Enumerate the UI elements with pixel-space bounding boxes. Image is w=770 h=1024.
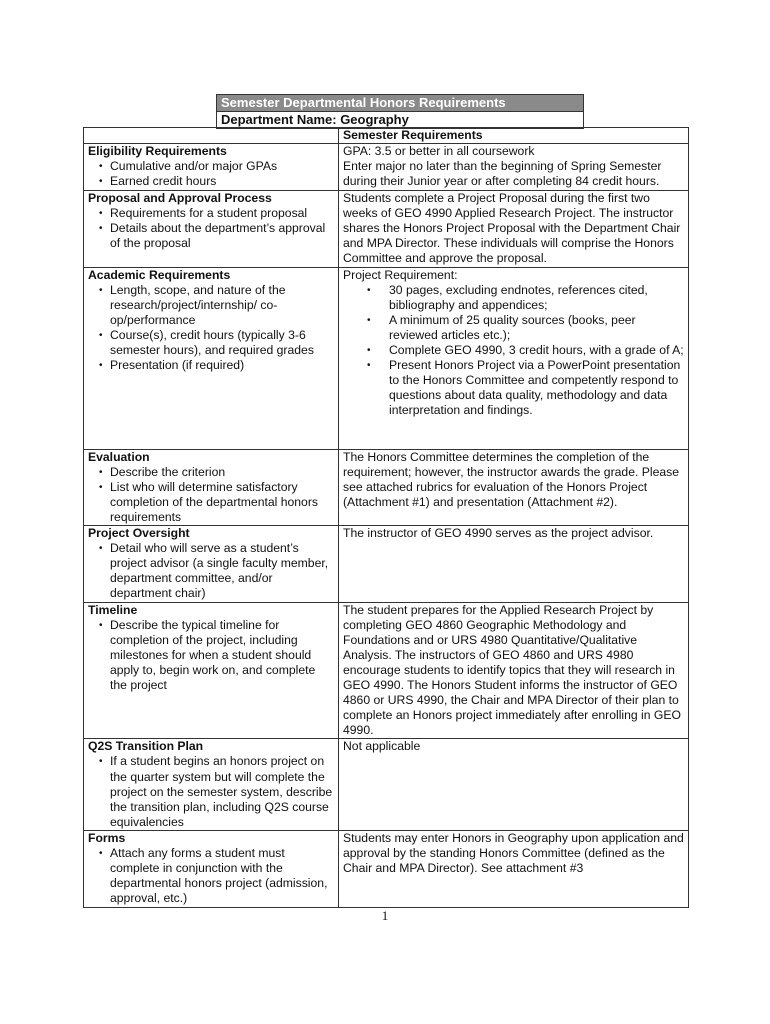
table-row (84, 267, 689, 449)
requirement-text: The instructor of GEO 4990 serves as the project advisor. (343, 526, 654, 541)
semester-requirement-cell (339, 602, 689, 739)
requirement-text: Students complete a Project Proposal during the first two weeks of GEO 4990 Applied Research Project. The instructor shares the Honors Project Proposal with the Department Chair and MPA Director. These individuals will comprise the Honors Committee and approve the proposal. (343, 191, 681, 266)
page-number: 1 (381, 908, 389, 923)
bullet-item: • Earned credit hours (110, 174, 334, 189)
requirement-heading: Forms (88, 830, 126, 845)
bullet-item: • Course(s), credit hours (typically 3-6 semester hours), and required grades (110, 328, 334, 358)
table-header-row (84, 128, 689, 144)
requirement-cell (84, 830, 339, 907)
table-row (84, 144, 689, 191)
title-box (216, 94, 584, 129)
requirement-bullets (88, 159, 334, 189)
table-row (84, 830, 689, 907)
bullet-item: • If a student begins an honors project on the quarter system but will complete the project on the semester system, describe the transition plan, including Q2S course equivalencies (110, 754, 334, 829)
requirement-heading: Proposal and Approval Process (88, 191, 272, 206)
requirement-cell (84, 267, 339, 449)
requirement-cell (84, 144, 339, 191)
bullet-item: • Detail who will serve as a student’s project advisor (a single faculty member, department committee, and/or department chair) (110, 541, 334, 601)
empty-header-cell (84, 128, 339, 144)
bullet-item: • Cumulative and/or major GPAs (110, 159, 334, 174)
bullet-item: • Requirements for a student proposal (110, 206, 334, 221)
document-title: Semester Departmental Honors Requirements (217, 95, 583, 112)
semester-requirement-cell (339, 449, 689, 525)
requirement-text: Enter major no later than the beginning of Spring Semester during their Junior year or after completing 84 credit hours. (343, 159, 662, 189)
requirement-text: Not applicable (343, 739, 421, 754)
requirement-bullets (88, 283, 334, 374)
requirement-text: The Honors Committee determines the completion of the requirement; however, the instructor awards the grade. Please see attached rubrics for evaluation of the Honors Project (Attachment #1) and presentation (Attachment #2). (343, 449, 680, 509)
requirement-heading: Q2S Transition Plan (88, 739, 204, 754)
semester-requirement-cell (339, 144, 689, 191)
requirement-bullets (88, 846, 334, 906)
bullet-item: • List who will determine satisfactory completion of the departmental honors requirements (110, 480, 334, 525)
column-header: Semester Requirements (339, 128, 689, 144)
department-name: Department Name: Geography (221, 112, 409, 127)
table-row (84, 739, 689, 831)
bullet-item: • Describe the criterion (110, 465, 334, 480)
requirement-bullets (88, 541, 334, 601)
table-row (84, 602, 689, 739)
project-requirement-bullets (343, 283, 684, 419)
bullet-item: • Describe the typical timeline for completion of the project, including milestones for when a student should apply to, begin work on, and complete the project (110, 618, 334, 693)
table-row (84, 526, 689, 602)
requirement-heading: Eligibility Requirements (88, 144, 227, 159)
bullet-item: • Attach any forms a student must complete in conjunction with the departmental honors project (admission, approval, etc.) (110, 846, 334, 906)
semester-requirement-cell (339, 739, 689, 831)
requirement-heading: Timeline (88, 602, 138, 617)
requirement-cell (84, 191, 339, 267)
semester-requirement-cell (339, 830, 689, 907)
requirement-bullets (88, 618, 334, 693)
requirements-table (83, 127, 689, 908)
bullet-item: • Details about the department’s approval of the proposal (110, 221, 334, 251)
requirement-bullets (88, 206, 334, 251)
bullet-item: • Present Honors Project via a PowerPoint presentation to the Honors Committee and competently respond to questions about data quality, methodology and data interpretation and findings. (389, 358, 684, 418)
requirement-text: Students may enter Honors in Geography upon application and approval by the standing Honors Committee (defined as the Chair and MPA Director). See attachment #3 (343, 830, 684, 876)
semester-requirement-cell (339, 267, 689, 449)
bullet-item: • Complete GEO 4990, 3 credit hours, with a grade of A; (389, 343, 684, 358)
requirement-bullets (88, 465, 334, 525)
requirement-bullets (88, 754, 334, 829)
bullet-item: • 30 pages, excluding endnotes, references cited, bibliography and appendices; (389, 283, 684, 313)
bullet-item: • Length, scope, and nature of the research/project/internship/ co-op/performance (110, 283, 334, 328)
requirement-text: GPA: 3.5 or better in all coursework (343, 144, 535, 159)
semester-requirement-cell (339, 526, 689, 602)
requirement-cell (84, 739, 339, 831)
table-row (84, 191, 689, 267)
requirement-text: Project Requirement: (343, 267, 458, 282)
requirement-heading: Project Oversight (88, 526, 190, 541)
requirement-heading: Evaluation (88, 449, 150, 464)
bullet-item: • A minimum of 25 quality sources (books, peer reviewed articles etc.); (389, 313, 684, 343)
table-row (84, 449, 689, 525)
requirement-cell (84, 449, 339, 525)
requirement-cell (84, 526, 339, 602)
requirement-cell (84, 602, 339, 739)
requirement-heading: Academic Requirements (88, 267, 231, 282)
semester-requirement-cell (339, 191, 689, 267)
requirement-text: The student prepares for the Applied Research Project by completing GEO 4860 Geographic Methodology and Foundations and or URS 4980 Quantitative/Qualitative Analysis. The instructors of GEO 4860 and URS 4980 encourage students to identify topics that they will research in GEO 4990. The Honors Student informs the instructor of GEO 4860 or URS 4990, the Chair and MPA Director of their plan to complete an Honors project immediately after enrolling in GEO 4990. (343, 602, 682, 738)
bullet-item: • Presentation (if required) (110, 358, 334, 373)
